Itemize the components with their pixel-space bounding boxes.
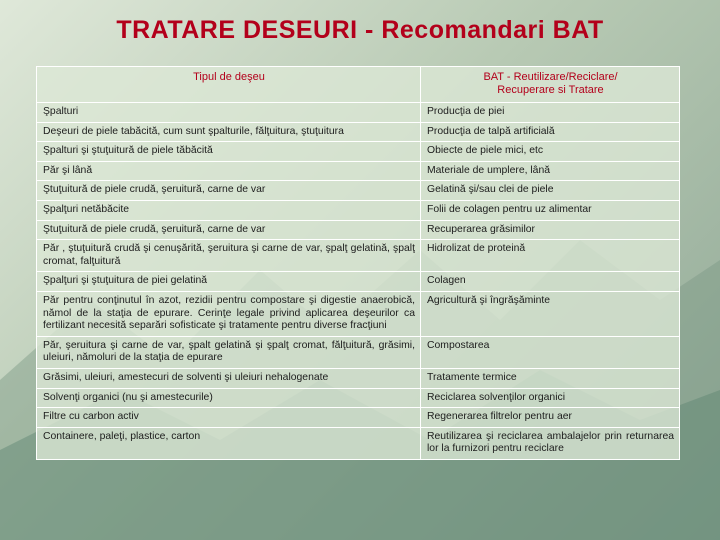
bat-cell: Colagen	[421, 272, 680, 292]
bat-cell: Compostarea	[421, 336, 680, 368]
waste-type-cell: Solvenţi organici (nu şi amestecurile)	[37, 388, 421, 408]
bat-cell: Producţia de talpă artificială	[421, 122, 680, 142]
header-waste-type: Tipul de deşeu	[37, 67, 421, 103]
table-row	[37, 122, 680, 142]
header-bat	[421, 67, 680, 103]
table-row	[37, 427, 680, 459]
table-row	[37, 161, 680, 181]
table-row	[37, 103, 680, 123]
waste-type-cell: Containere, paleţi, plastice, carton	[37, 427, 421, 459]
bat-cell: Gelatină şi/sau clei de piele	[421, 181, 680, 201]
waste-type-cell: Păr, şeruitura şi carne de var, şpalt gelatină şi şpalţ cromat, fălţuitură, grăsimi, uleiuri, nămoluri de la staţia de epurare	[37, 336, 421, 368]
bat-cell: Folii de colagen pentru uz alimentar	[421, 200, 680, 220]
bat-cell: Obiecte de piele mici, etc	[421, 142, 680, 162]
bat-cell: Materiale de umplere, lână	[421, 161, 680, 181]
waste-type-cell: Grăsimi, uleiuri, amestecuri de solventi şi uleiuri nehalogenate	[37, 368, 421, 388]
table-row	[37, 200, 680, 220]
table-header-row	[37, 67, 680, 103]
bat-cell: Regenerarea filtrelor pentru aer	[421, 408, 680, 428]
waste-type-cell: Ştuţuitură de piele crudă, şeruitură, carne de var	[37, 181, 421, 201]
header-bat-line2: Recuperare si Tratare	[497, 83, 604, 96]
waste-type-cell: Deşeuri de piele tabăcită, cum sunt şpalturile, fălţuitura, ştuţuitura	[37, 122, 421, 142]
bat-cell: Recuperarea grăsimilor	[421, 220, 680, 240]
table-row	[37, 408, 680, 428]
bat-cell: Reutilizarea şi reciclarea ambalajelor prin returnarea lor la furnizori pentru reciclare	[421, 427, 680, 459]
bat-cell: Reciclarea solvenţilor organici	[421, 388, 680, 408]
waste-type-cell: Păr , ştuţuitură crudă şi cenuşărită, şeruitura şi carne de var, şpalţ gelatină, şpalţ cromat, falţuitură	[37, 240, 421, 272]
waste-type-cell: Şpalturi şi ştuţuitură de piele tăbăcită	[37, 142, 421, 162]
waste-type-cell: Ştuţuitură de piele crudă, şeruitură, carne de var	[37, 220, 421, 240]
waste-type-cell: Păr şi lână	[37, 161, 421, 181]
bat-cell: Hidrolizat de proteină	[421, 240, 680, 272]
bat-cell: Tratamente termice	[421, 368, 680, 388]
table-row	[37, 240, 680, 272]
table-row	[37, 368, 680, 388]
page-title: TRATARE DESEURI - Recomandari BAT	[116, 16, 604, 44]
header-bat-line1: BAT - Reutilizare/Reciclare/	[483, 71, 618, 83]
waste-type-cell: Şpalţuri netăbăcite	[37, 200, 421, 220]
waste-type-cell: Şpalturi	[37, 103, 421, 123]
bat-cell: Producţia de piei	[421, 103, 680, 123]
table-row	[37, 181, 680, 201]
table-row	[37, 336, 680, 368]
waste-type-cell: Păr pentru conţinutul în azot, rezidii pentru compostare şi digestie anaerobică, nămol de la staţia de epurare. Cerinţe legale privind aplicarea deşeurilor ca fertilizant necesită separări sofisticate şi tratamente pentru diverse fracţiuni	[37, 291, 421, 336]
waste-type-cell: Filtre cu carbon activ	[37, 408, 421, 428]
table-row	[37, 291, 680, 336]
bat-table	[36, 66, 680, 460]
table-row	[37, 272, 680, 292]
waste-type-cell: Şpalţuri şi ştuţuitura de piei gelatină	[37, 272, 421, 292]
table-row	[37, 220, 680, 240]
table-row	[37, 388, 680, 408]
table-row	[37, 142, 680, 162]
bat-cell: Agricultură şi îngrăşăminte	[421, 291, 680, 336]
